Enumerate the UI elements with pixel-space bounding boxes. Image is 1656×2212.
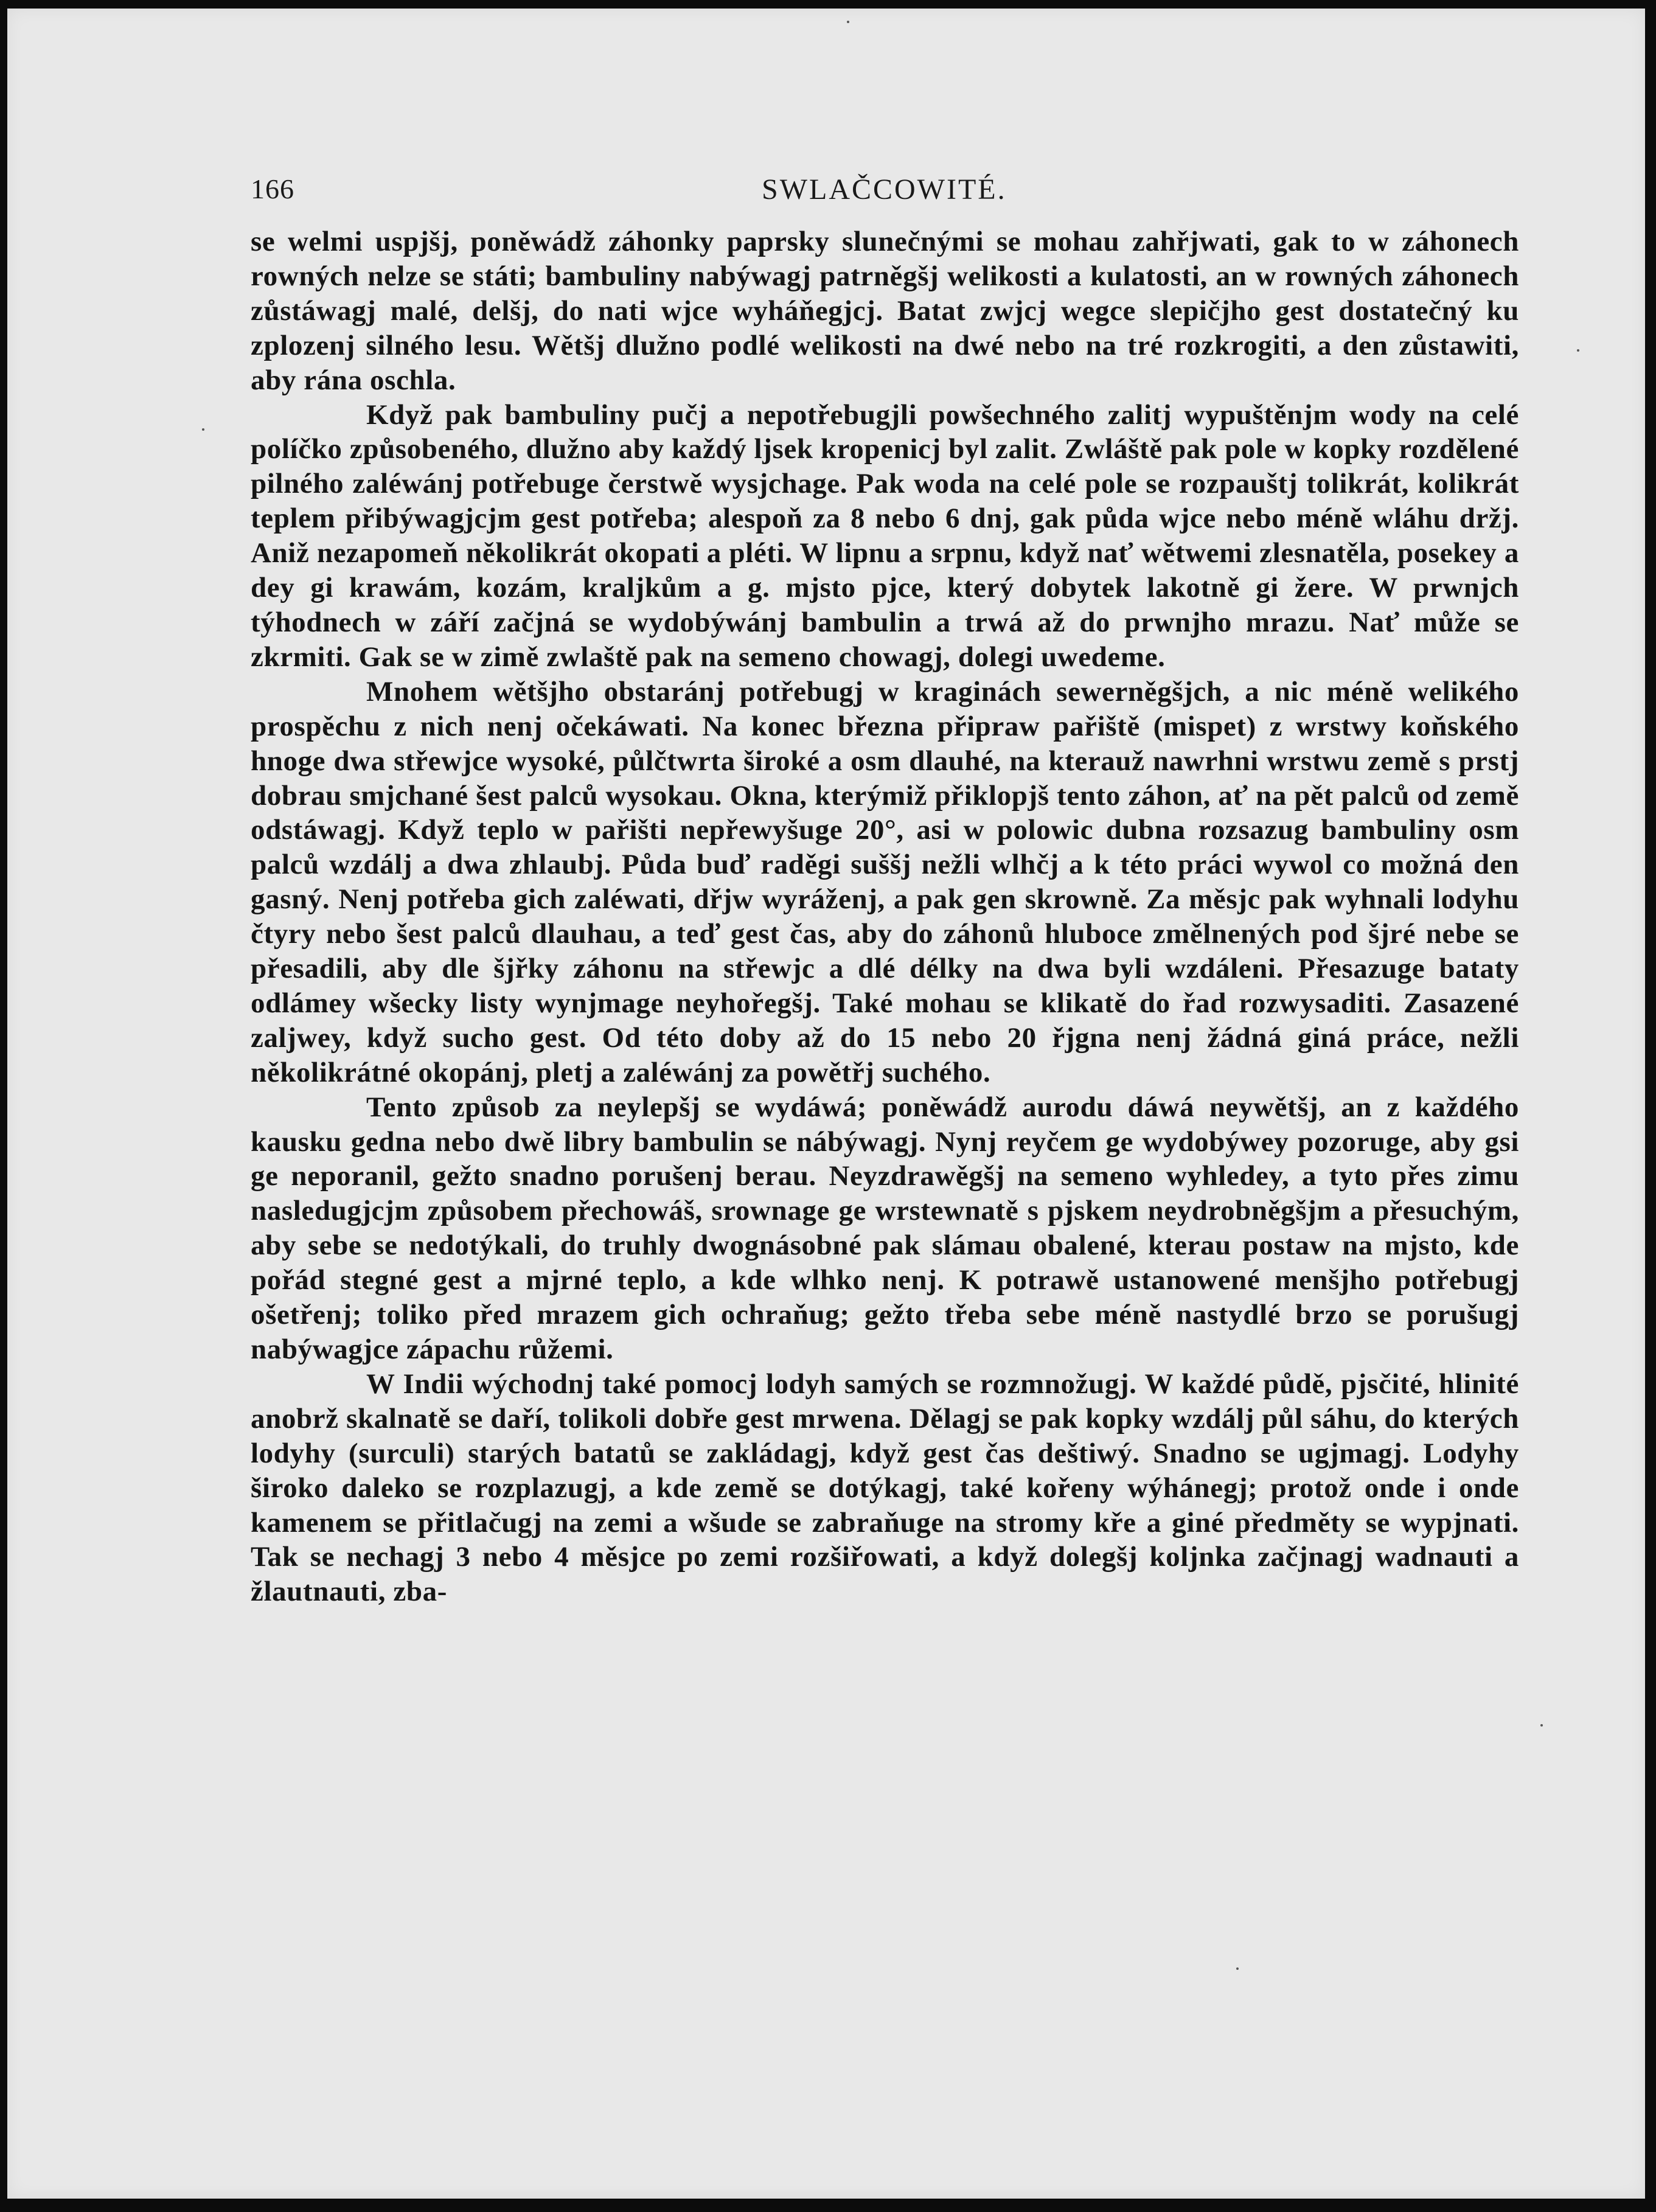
paper-speck <box>1577 349 1579 352</box>
paragraph-continuation: se welmi uspjšj, poněwádž záhonky paprsky slunečnými se mohau zahřjwati, gak to w záhonech rowných nelze se státi; bambuliny nabýwagj patrněgšj welikosti a kulatosti, an w rowných záhonech zůstáwagj malé, delšj, do nati wjce wyháňegjcj. Batat zwjcj wegce slepičjho gest dostatečný ku zplozenj silného lesu. Wětšj dlužno podlé welikosti na dwé nebo na tré rozkrogiti, a den zůstawiti, aby rána oschla. <box>251 226 1519 396</box>
paper-speck <box>1236 1967 1239 1970</box>
body-text <box>251 224 1519 1609</box>
paper-speck <box>847 21 849 23</box>
book-page <box>7 9 1645 2199</box>
paper-speck <box>1540 1724 1543 1727</box>
page-number: 166 <box>251 173 294 204</box>
paragraph: Mnohem wětšjho obstaránj potřebugj w kraginách sewerněgšjch, a nic méně welikého prospěchu z nich nenj očekáwati. Na konec března připraw pařiště (mispet) z wrstwy koňského hnoge dwa střewjce wysoké, půlčtwrta široké a osm dlauhé, na kterauž nawrhni wrstwu země s prstj dobrau smjchané šest palců wysokau. Okna, kterýmiž přiklopjš tento záhon, ať na pět palců od země odstáwagj. Když teplo w pařišti nepřewyšuge 20°, asi w polowic dubna rozsazug bambuliny osm palců wzdálj a dwa zhlaubj. Půda buď raděgi suššj nežli wlhčj a k této práci wywol co možná den gasný. Nenj potřeba gich zaléwati, dřjw wyráženj, a pak gen skrowně. Za měsjc pak wyhnali lodyhu čtyry nebo šest palců dlauhau, a teď gest čas, aby do záhonů hluboce změlnených pod šjré nebe se přesadili, aby dle šjřky záhonu na střewjc a dlé délky na dwa byli wzdáleni. Přesazuge bataty odlámey wšecky listy wynjmage neyhořegšj. Také mohau se klikatě do řad rozwysaditi. Zasazené zaljwey, když sucho gest. Od této doby až do 15 nebo 20 řjgna nenj žádná giná práce, nežli několikrátné okopánj, pletj a zaléwánj za powětřj suchého. <box>251 675 1519 1088</box>
running-title: SWLAČCOWITÉ. <box>762 173 1007 206</box>
paragraph: Když pak bambuliny pučj a nepotřebugjli powšechného zalitj wypuštěnjm wody na celé políčko způsobeného, dlužno aby každý ljsek kropenicj byl zalit. Zwláště pak pole w kopky rozdělené pilného zaléwánj potřebuge čerstwě wysjchage. Pak woda na celé pole se rozpauštj tolikrát, kolikrát teplem přibýwagjcjm gest potřeba; alespoň za 8 nebo 6 dnj, gak půda wjce nebo méně wláhu držj. Aniž nezapomeň několikrát okopati a pléti. W lipnu a srpnu, když nať wětwemi zlesnatěla, posekey a dey gi krawám, kozám, kraljkům a g. mjsto pjce, který dobytek lakotně gi žere. W prwnjch týhodnech w září začjná se wydobýwánj bambulin a trwá až do prwnjho mrazu. Nať může se zkrmiti. Gak se w zimě zwlaště pak na semeno chowagj, dolegi uwedeme. <box>251 398 1519 673</box>
paragraph: W Indii wýchodnj také pomocj lodyh samých se rozmnožugj. W každé půdě, pjsčité, hlinité anobrž skalnatě se daří, tolikoli dobře gest mrwena. Dělagj se pak kopky wzdálj půl sáhu, do kterých lodyhy (surculi) starých batatů se zakládagj, když gest čas deštiwý. Snadno se ugjmagj. Lodyhy široko daleko se rozplazugj, a kde země se dotýkagj, také kořeny wýhánegj; protož onde i onde kamenem se přitlačugj na zemi a wšude se zabraňuge na stromy kře a giné předměty se wypjnati. Tak se nechagj 3 nebo 4 měsjce po zemi rozšiřowati, a když dolegšj koljnka začjnagj wadnauti a žlautnauti, zba- <box>251 1368 1519 1608</box>
paragraph: Tento způsob za neylepšj se wydáwá; poněwádž aurodu dáwá neywětšj, an z každého kausku gedna nebo dwě libry bambulin se nábýwagj. Nynj reyčem ge wydobýwey pozoruge, aby gsi ge neporanil, gežto snadno porušenj berau. Neyzdrawěgšj na semeno wyhledey, a tyto přes zimu nasledugjcjm způsobem přechowáš, srownage ge wrstewnatě s pjskem neydrobněgšjm a přesuchým, aby sebe se nedotýkali, do truhly dwognásobné pak slámau obalené, kterau postaw na mjsto, kde pořád stegné gest a mjrné teplo, a kde wlhko nenj. K potrawě ustanowené menšjho potřebugj ošetřenj; toliko před mrazem gich ochraňug; gežto třeba sebe méně nastydlé brzo se porušugj nabýwagjce zápachu růžemi. <box>251 1091 1519 1365</box>
page-header <box>251 173 1528 221</box>
paper-speck <box>202 428 204 431</box>
